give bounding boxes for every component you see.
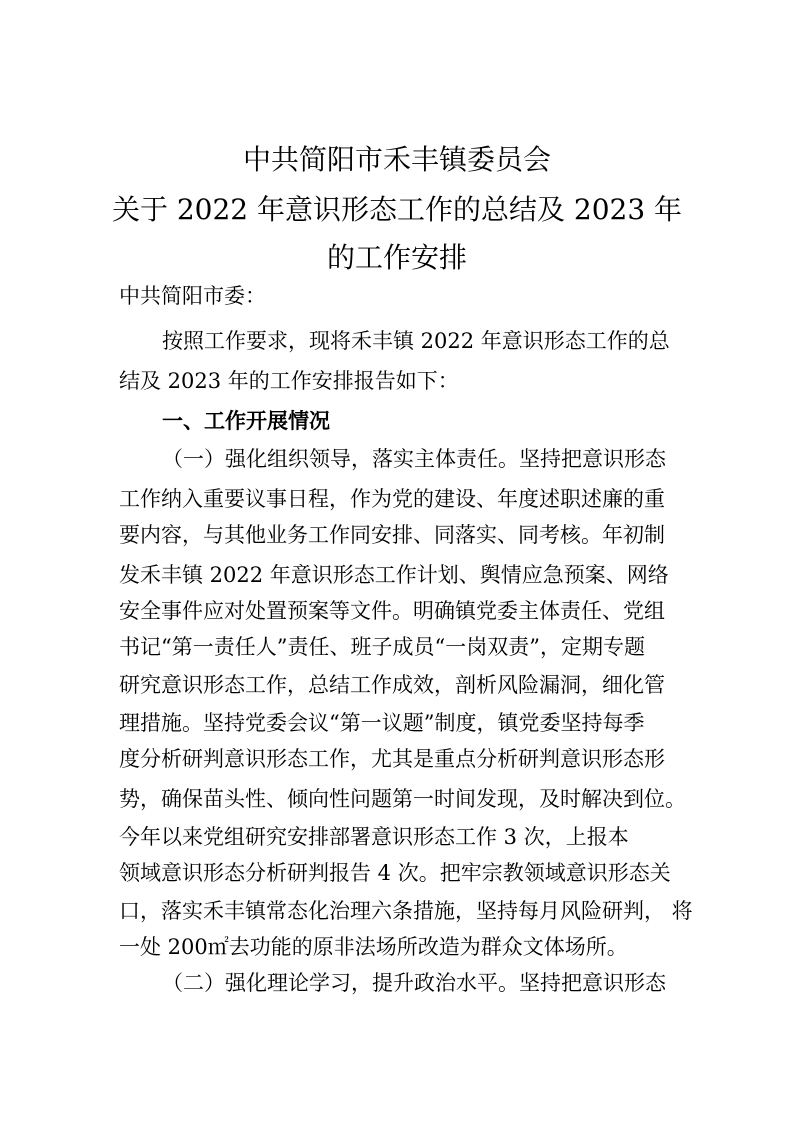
salutation: 中共简阳市委： [119, 284, 266, 308]
para1-line-14: 一处 200㎡去功能的原非法场所改造为群众文体场所。 [119, 935, 628, 959]
title-line-2: 关于 2022 年意识形态工作的总结及 2023 年 [111, 193, 683, 226]
para2-line-1: （二）强化理论学习，提升政治水平。坚持把意识形态 [162, 971, 666, 995]
para1-line-1: （一）强化组织领导，落实主体责任。坚持把意识形态 [162, 447, 666, 471]
para1-line-5: 安全事件应对处置预案等文件。明确镇党委主体责任、党组 [119, 599, 665, 623]
para1-line-7: 研究意识形态工作，总结工作成效，剖析风险漏洞，细化管 [119, 673, 665, 697]
title-line-3: 的工作安排 [326, 241, 467, 274]
para1-line-4: 发禾丰镇 2022 年意识形态工作计划、舆情应急预案、网络 [119, 563, 669, 587]
para1-line-3: 要内容，与其他业务工作同安排、同落实、同考核。年初制 [119, 523, 665, 547]
para1-line-8: 理措施。坚持党委会议“第一议题”制度，镇党委坚持每季 [119, 711, 645, 735]
intro-line-1: 按照工作要求，现将禾丰镇 2022 年意识形态工作的总 [162, 329, 670, 353]
para1-line-9: 度分析研判意识形态工作，尤其是重点分析研判意识形态形 [119, 747, 665, 771]
para1-line-11: 今年以来党组研究安排部署意识形态工作 3 次，上报本 [119, 825, 629, 849]
intro-line-2: 结及 2023 年的工作安排报告如下： [119, 369, 459, 393]
title-line-1: 中共简阳市禾丰镇委员会 [242, 143, 551, 176]
para1-line-12: 领域意识形态分析研判报告 4 次。把牢宗教领域意识形态关 [119, 861, 671, 885]
para1-line-13: 口，落实禾丰镇常态化治理六条措施，坚持每月风险研判， 将 [119, 899, 693, 923]
para1-line-6: 书记“第一责任人”责任、班子成员“一岗双责”，定期专题 [119, 635, 645, 659]
para1-line-2: 工作纳入重要议事日程，作为党的建设、年度述职述廉的重 [119, 487, 665, 511]
section-heading: 一、工作开展情况 [162, 409, 330, 433]
para1-line-10: 势，确保苗头性、倾向性问题第一时间发现，及时解决到位。 [119, 787, 686, 811]
